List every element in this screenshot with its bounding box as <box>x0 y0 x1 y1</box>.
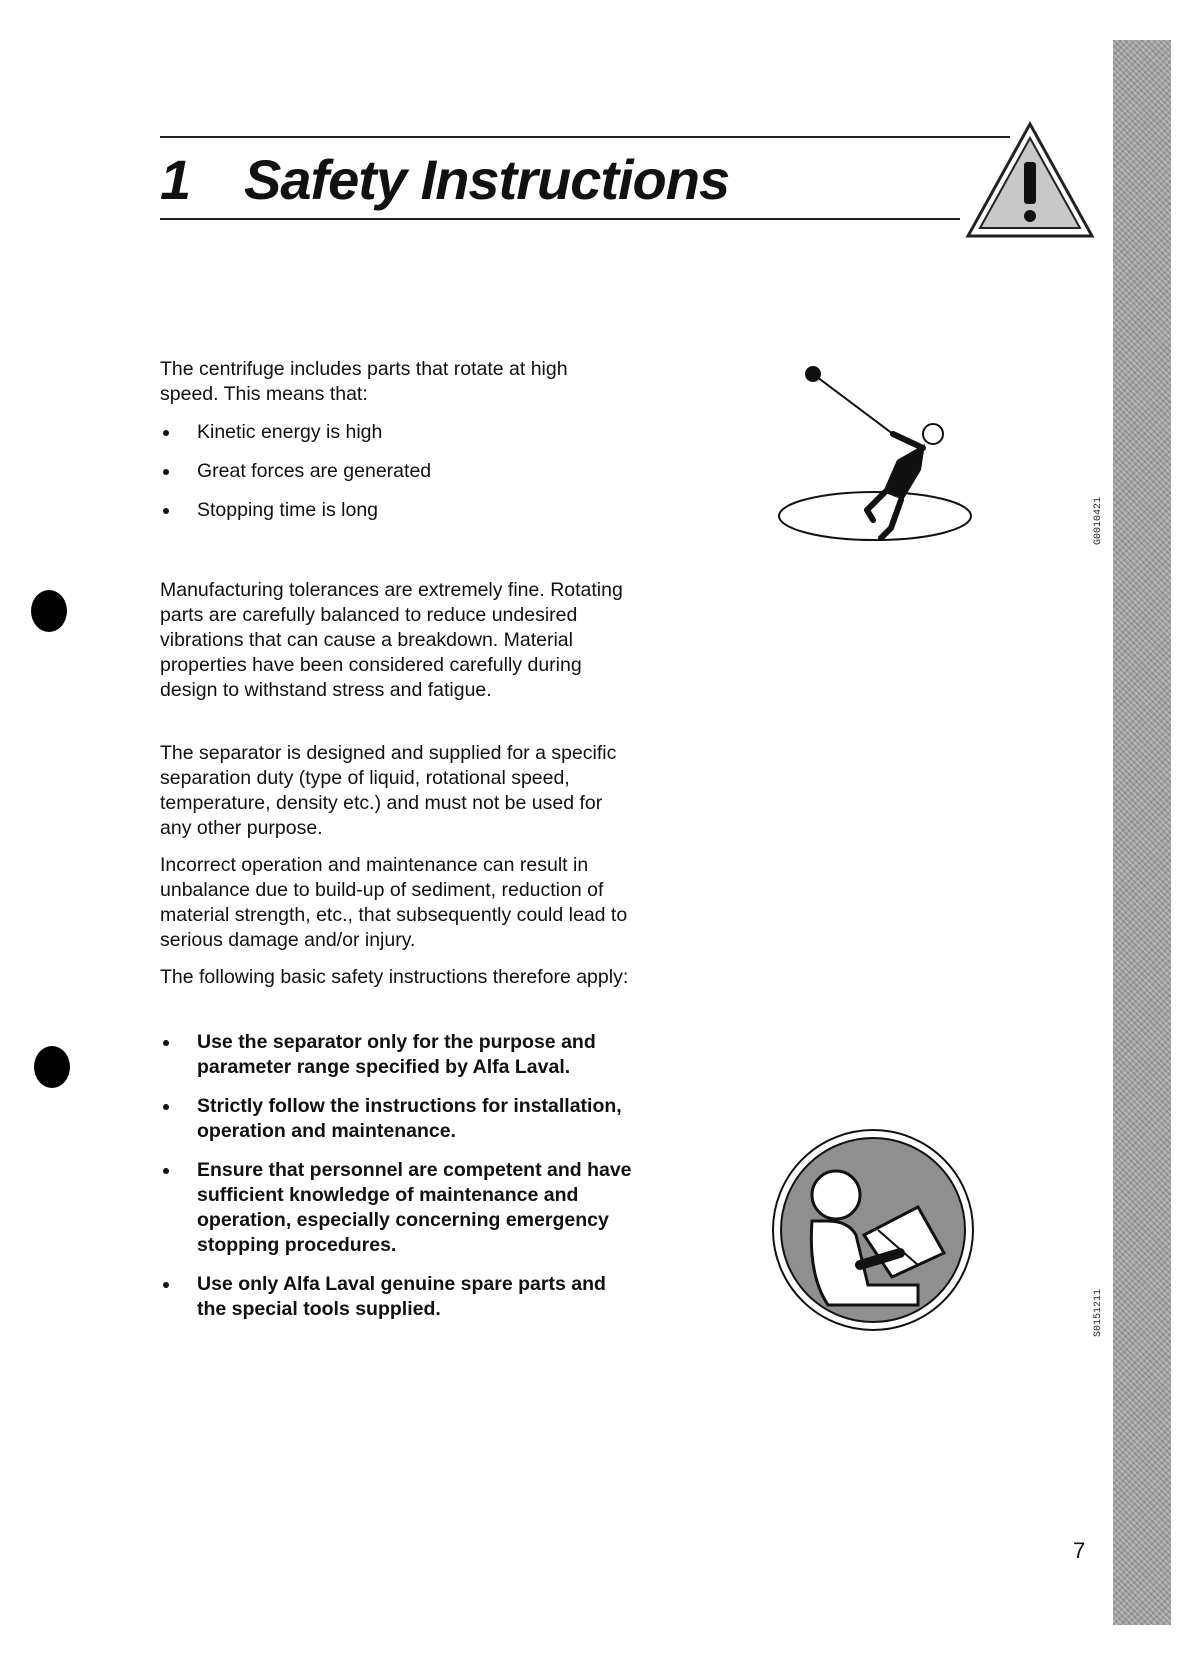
intro-paragraph: The centrifuge includes parts that rotate at high speed. This means that: <box>160 358 568 405</box>
margin-marker <box>34 1046 70 1088</box>
list-item: Strictly follow the instructions for installation, operation and maintenance. <box>160 1094 640 1144</box>
figure-code: G0010421 <box>1093 496 1104 545</box>
page-edge-tab <box>1113 40 1171 1625</box>
header-rule-bottom <box>160 218 960 220</box>
list-item: Stopping time is long <box>160 498 640 523</box>
manufacturing-paragraph: Manufacturing tolerances are extremely fine. Rotating parts are carefully balanced to reduce undesired vibrations that can cause a breakdown. Material properties have been considered carefully during design to withstand stress and fatigue. <box>160 579 623 701</box>
header-rule-top <box>160 136 1010 138</box>
chapter-title <box>160 148 729 212</box>
page-number: 7 <box>1073 1538 1086 1563</box>
read-manual-illustration <box>768 1125 978 1335</box>
list-item: Ensure that personnel are competent and have sufficient knowledge of maintenance and operation, especially concerning emergency stopping procedures. <box>160 1158 640 1258</box>
intro-bullet-list <box>160 420 640 537</box>
list-item: Use only Alfa Laval genuine spare parts and the special tools supplied. <box>160 1272 640 1322</box>
separator-paragraph: The separator is designed and supplied for a specific separation duty (type of liquid, rotational speed, temperature, density etc.) and must not be used for any other purpose. <box>160 742 617 839</box>
safety-rules-list <box>160 1030 640 1336</box>
margin-marker <box>31 590 67 632</box>
warning-triangle-icon <box>962 118 1098 242</box>
following-paragraph: The following basic safety instructions therefore apply: <box>160 966 629 988</box>
chapter-title-text: Safety Instructions <box>244 148 730 211</box>
figure-code: S0151211 <box>1093 1288 1104 1337</box>
hammer-thrower-illustration <box>775 360 975 550</box>
list-item: Great forces are generated <box>160 459 640 484</box>
list-item: Use the separator only for the purpose and parameter range specified by Alfa Laval. <box>160 1030 640 1080</box>
list-item: Kinetic energy is high <box>160 420 640 445</box>
incorrect-operation-paragraph: Incorrect operation and maintenance can result in unbalance due to build-up of sediment, reduction of material strength, etc., that subsequently could lead to serious damage and/or injury. <box>160 854 628 951</box>
chapter-number: 1 <box>160 148 191 211</box>
